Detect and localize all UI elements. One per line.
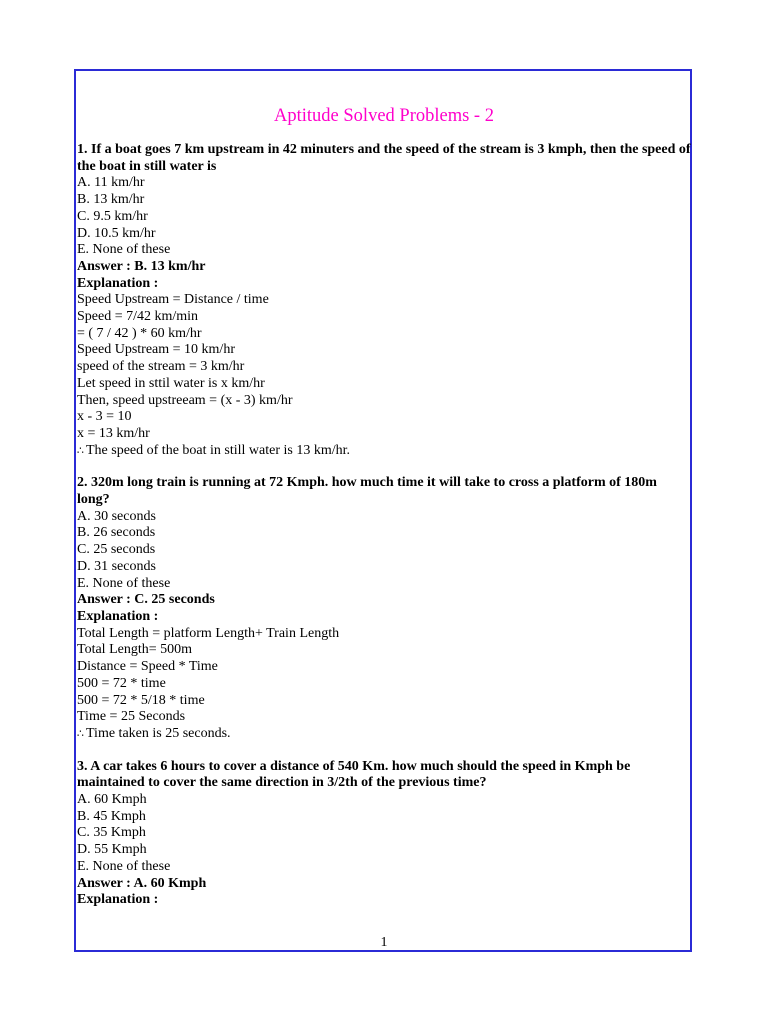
option-c: C. 25 seconds (77, 542, 156, 558)
option-b: B. 45 Kmph (77, 808, 146, 824)
page-number: 1 (380, 935, 388, 950)
explanation-line: x = 13 km/hr (77, 425, 150, 441)
conclusion-text: Time taken is 25 seconds. (86, 725, 231, 741)
option-d: D. 55 Kmph (77, 842, 147, 858)
option-a: A. 11 km/hr (77, 175, 145, 191)
explanation-line: = ( 7 / 42 ) * 60 km/hr (77, 325, 202, 341)
option-a: A. 60 Kmph (77, 792, 147, 808)
therefore-symbol: ∴ (77, 726, 84, 740)
option-b: B. 13 km/hr (77, 192, 145, 208)
question-text: 3. A car takes 6 hours to cover a distance of 540 Km. how much should the speed in Kmph be maintained to cover the same direction in 3/2th of the previous time? (77, 758, 631, 791)
explanation-line: Speed Upstream = 10 km/hr (77, 342, 235, 358)
explanation-line: Let speed in sttil water is x km/hr (77, 375, 265, 391)
answer: Answer : B. 13 km/hr (77, 258, 206, 274)
explanation-line: Total Length= 500m (77, 642, 193, 658)
explanation-heading: Explanation : (77, 275, 159, 291)
therefore-symbol: ∴ (77, 443, 84, 457)
explanation-line: Total Length = platform Length+ Train Length (77, 625, 340, 641)
explanation-line: x - 3 = 10 (77, 409, 132, 425)
explanation-line: 500 = 72 * 5/18 * time (77, 692, 205, 708)
explanation-heading: Explanation : (77, 892, 159, 908)
document-body (77, 104, 691, 925)
explanation-line: speed of the stream = 3 km/hr (77, 359, 245, 375)
question-text: 2. 320m long train is running at 72 Kmph. how much time it will take to cross a platform of 180m long? (77, 475, 657, 508)
conclusion-line (77, 726, 691, 743)
question-2 (77, 475, 691, 742)
option-e: E. None of these (77, 858, 171, 874)
option-a: A. 30 seconds (77, 508, 156, 524)
explanation-line: Speed = 7/42 km/min (77, 309, 199, 325)
explanation-line: 500 = 72 * time (77, 675, 166, 691)
answer: Answer : A. 60 Kmph (77, 875, 207, 891)
explanation-line: Then, speed upstreeam = (x - 3) km/hr (77, 392, 293, 408)
question-text: 1. If a boat goes 7 km upstream in 42 minuters and the speed of the stream is 3 kmph, then the speed of the boat in still water is (77, 142, 691, 174)
option-c: C. 9.5 km/hr (77, 208, 148, 224)
answer: Answer : C. 25 seconds (77, 592, 215, 608)
option-d: D. 31 seconds (77, 558, 156, 574)
explanation-line: Time = 25 Seconds (77, 709, 186, 725)
option-b: B. 26 seconds (77, 525, 156, 541)
option-c: C. 35 Kmph (77, 825, 146, 841)
explanation-line: Distance = Speed * Time (77, 659, 218, 675)
option-d: D. 10.5 km/hr (77, 225, 156, 241)
explanation-heading: Explanation : (77, 608, 159, 624)
option-e: E. None of these (77, 575, 171, 591)
conclusion-text: The speed of the boat in still water is 13 km/hr. (86, 442, 351, 458)
option-e: E. None of these (77, 242, 171, 258)
explanation-line: Speed Upstream = Distance / time (77, 292, 269, 308)
conclusion-line (77, 443, 691, 460)
question-3 (77, 759, 691, 909)
document-title: Aptitude Solved Problems - 2 (274, 106, 494, 126)
question-1 (77, 142, 691, 459)
